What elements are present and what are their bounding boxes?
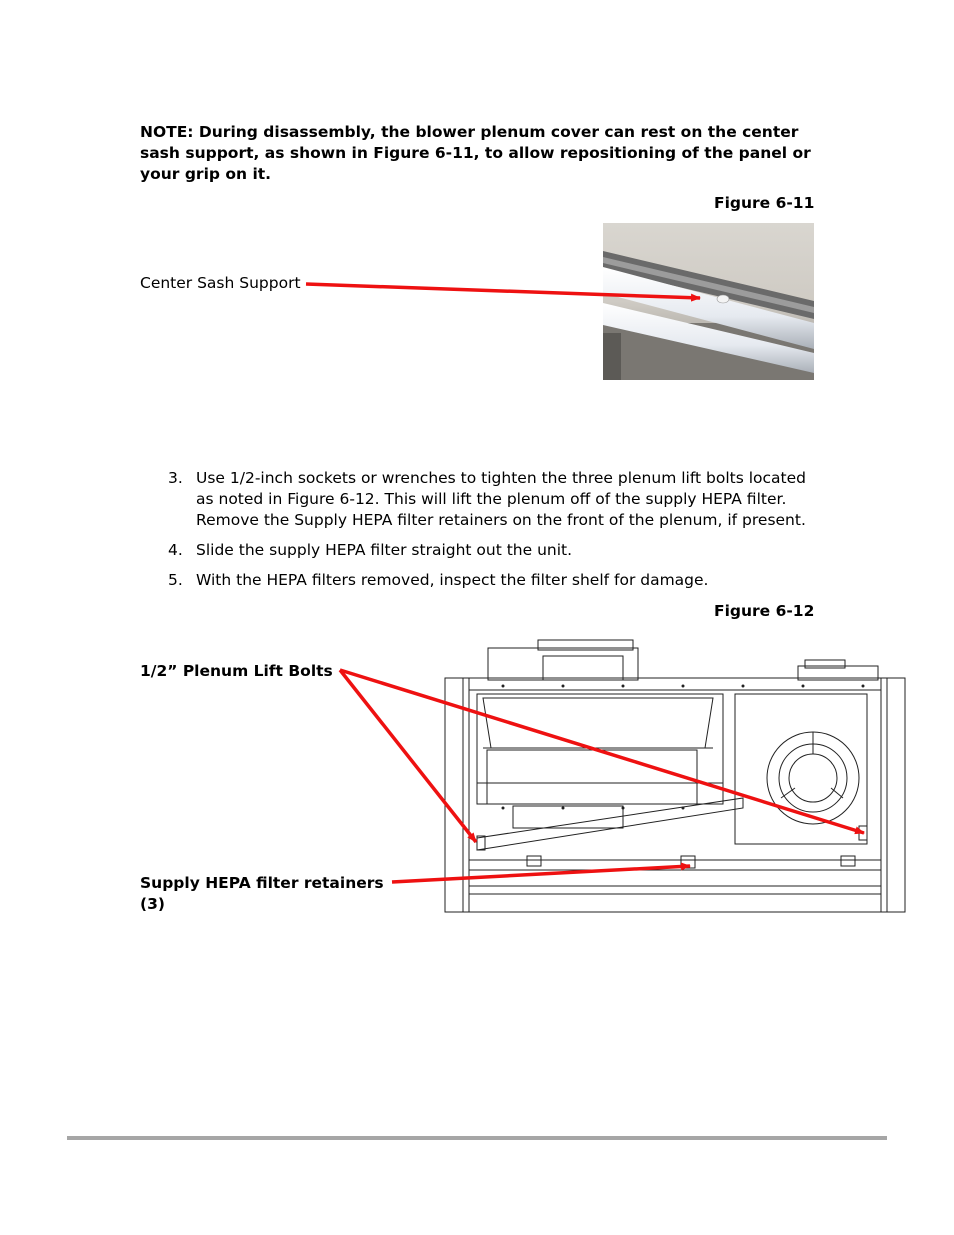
note-paragraph: NOTE: During disassembly, the blower plenum cover can rest on the center sash support, as shown in Figure 6-11, to allow repositioning of the panel or your grip on it. bbox=[140, 123, 811, 183]
step-5 bbox=[168, 570, 828, 591]
center-sash-support-callout: Center Sash Support bbox=[140, 274, 301, 292]
step-text: Use 1/2-inch sockets or wrenches to tighten the three plenum lift bolts located as noted in Figure 6-12. This will lift the plenum off of the supply HEPA filter. Remove the Supply HEPA filter retainers on the front of the plenum, if present. bbox=[196, 469, 807, 529]
figure-6-11-photo bbox=[603, 223, 814, 380]
step-text: With the HEPA filters removed, inspect the filter shelf for damage. bbox=[196, 571, 709, 589]
supply-hepa-retainers-callout: Supply HEPA filter retainers (3) bbox=[140, 874, 384, 913]
step-4 bbox=[168, 540, 828, 561]
step-number: 3. bbox=[168, 469, 183, 487]
footer-rule bbox=[67, 1136, 887, 1140]
figure-6-12-drawing bbox=[443, 638, 907, 914]
figure-6-12-label: Figure 6-12 bbox=[714, 602, 815, 620]
step-3 bbox=[168, 468, 828, 531]
plenum-lift-bolts-callout: 1/2” Plenum Lift Bolts bbox=[140, 662, 333, 680]
procedure-steps bbox=[168, 468, 828, 600]
step-number: 5. bbox=[168, 571, 183, 589]
step-number: 4. bbox=[168, 541, 183, 559]
figure-6-11-label: Figure 6-11 bbox=[714, 194, 815, 212]
step-text: Slide the supply HEPA filter straight out the unit. bbox=[196, 541, 573, 559]
